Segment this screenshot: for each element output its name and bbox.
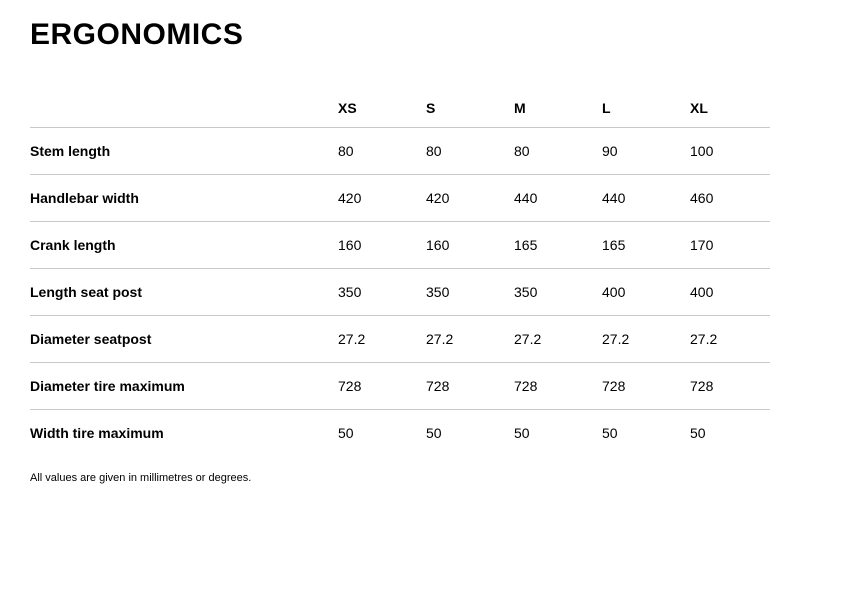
row-label: Crank length [30, 222, 338, 269]
value-cell: 27.2 [602, 316, 690, 363]
table-row [30, 128, 770, 175]
value-cell: 165 [602, 222, 690, 269]
value-cell: 400 [690, 269, 770, 316]
row-label: Length seat post [30, 269, 338, 316]
table-header-row [30, 89, 770, 128]
value-cell: 80 [338, 128, 426, 175]
value-cell: 728 [426, 363, 514, 410]
value-cell: 160 [426, 222, 514, 269]
units-footnote: All values are given in millimetres or degrees. [30, 472, 252, 484]
table-row [30, 410, 770, 457]
column-header-l: L [602, 89, 690, 128]
column-header-xl: XL [690, 89, 770, 128]
value-cell: 80 [426, 128, 514, 175]
table-row [30, 175, 770, 222]
value-cell: 50 [514, 425, 530, 441]
value-cell: 728 [514, 363, 602, 410]
table-row [30, 269, 770, 316]
value-cell: 400 [602, 269, 690, 316]
value-cell: 27.2 [514, 316, 602, 363]
value-cell: 50 [690, 425, 706, 441]
value-cell: 350 [514, 269, 602, 316]
ergonomics-spec-table [30, 89, 770, 456]
table-row [30, 316, 770, 363]
value-cell: 728 [690, 363, 770, 410]
value-cell: 420 [426, 175, 514, 222]
column-header-s: S [426, 89, 514, 128]
row-label: Stem length [30, 128, 338, 175]
value-cell: 170 [690, 222, 770, 269]
page-title: ERGONOMICS [30, 18, 244, 51]
value-cell: 420 [338, 175, 426, 222]
row-label: Diameter tire maximum [30, 363, 338, 410]
column-header-xs: XS [338, 89, 426, 128]
value-cell: 728 [602, 363, 690, 410]
row-label: Handlebar width [30, 175, 338, 222]
table-row [30, 363, 770, 410]
value-cell: 440 [514, 175, 602, 222]
value-cell: 90 [602, 128, 690, 175]
value-cell: 100 [690, 128, 770, 175]
value-cell: 27.2 [338, 316, 426, 363]
value-cell: 460 [690, 175, 770, 222]
corner-cell [30, 89, 338, 128]
value-cell: 50 [602, 425, 618, 441]
row-label: Diameter seatpost [30, 316, 338, 363]
value-cell: 728 [338, 363, 426, 410]
value-cell: 165 [514, 222, 602, 269]
value-cell: 350 [338, 269, 426, 316]
value-cell: 50 [426, 425, 442, 441]
row-label: Width tire maximum [30, 425, 164, 441]
value-cell: 50 [338, 425, 354, 441]
value-cell: 80 [514, 128, 602, 175]
value-cell: 440 [602, 175, 690, 222]
table-row [30, 222, 770, 269]
value-cell: 27.2 [426, 316, 514, 363]
value-cell: 350 [426, 269, 514, 316]
value-cell: 160 [338, 222, 426, 269]
column-header-m: M [514, 89, 602, 128]
value-cell: 27.2 [690, 316, 770, 363]
